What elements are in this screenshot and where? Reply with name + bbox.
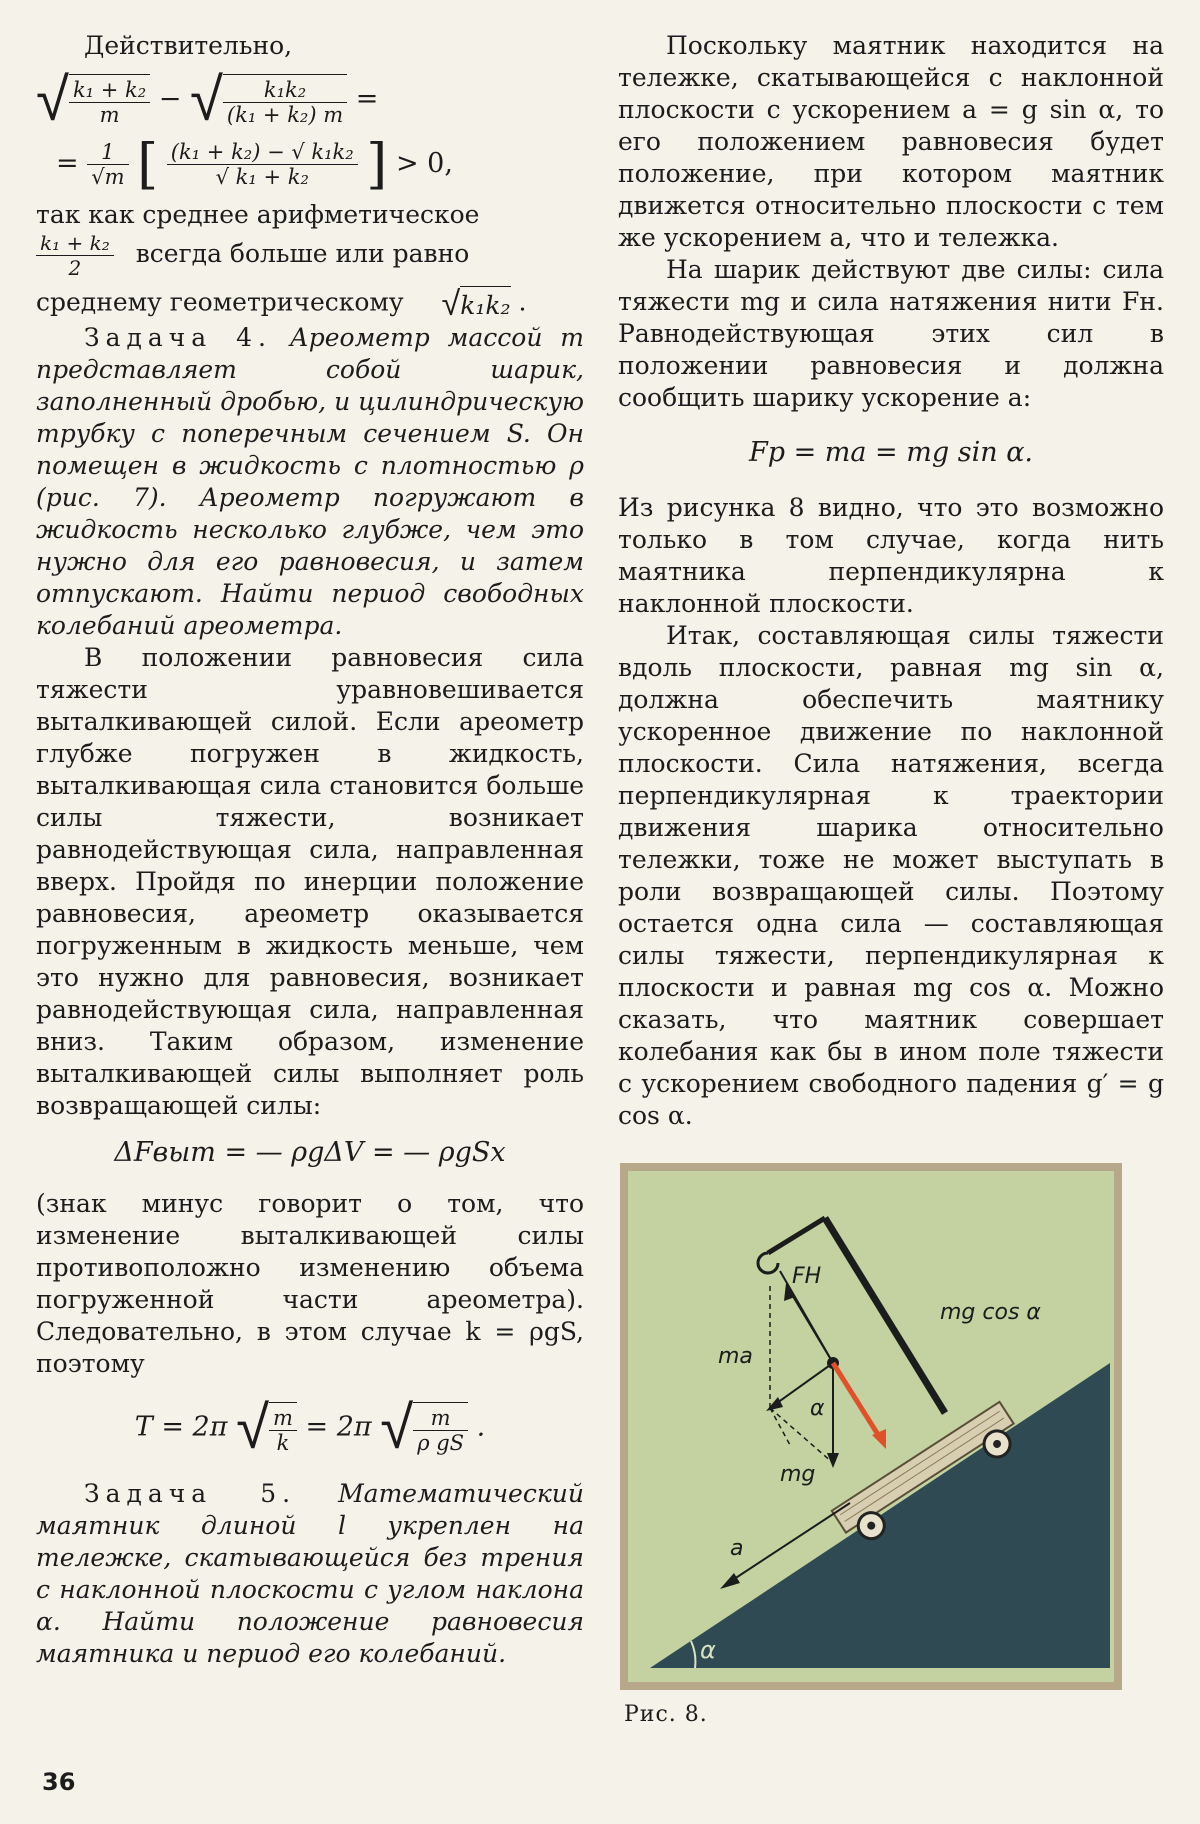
label-mgcos: mg cos α	[940, 1300, 1041, 1325]
formula-period: T = 2π √ $\frac{m}{k}$ = 2π √ $\frac{m}{\text{ρ gS}}$ .	[134, 1393, 486, 1463]
right-column	[618, 30, 1164, 1132]
formula-buoyancy: ΔFвыт = — ρgΔV = — ρgSx	[114, 1137, 506, 1168]
paragraph-figure-ref: Из рисунка 8 видно, что это возможно только в том случае, когда нить маятника перпендикулярна к наклонной плоскости.	[618, 493, 1164, 618]
figure-caption: Рис. 8.	[624, 1702, 708, 1727]
arith-mean-text-2: $\frac{\text{k₁ + k₂}}{2}$ всегда больше или равно	[36, 231, 584, 280]
label-alpha: α	[810, 1396, 825, 1421]
left-column	[36, 30, 584, 1670]
label-alpha-base: α	[700, 1636, 716, 1664]
label-ma: ma	[718, 1344, 753, 1369]
paragraph-sign: (знак минус говорит о том, что изменение выталкивающей силы противоположно изменению объема погруженной части ареометра). Следовательно, в этом случае k = ρgS, поэтому	[36, 1189, 584, 1378]
paragraph-forces: На шарик действуют две силы: сила тяжести mg и сила натяжения нити Fн. Равнодействующая этих сил в положении равновесия и должна сообщить шарику ускорение a:	[618, 255, 1164, 412]
label-mg: mg	[780, 1462, 816, 1487]
formula-difference: √ $\frac{\text{k₁ + k₂}}{m}$ − √ $\frac{\text{k₁k₂}}{\text{(k₁ + k₂) m}}$ =	[36, 65, 379, 135]
paragraph-conclusion: Итак, составляющая силы тяжести вдоль плоскости, равная mg sin α, должна обеспечить маятнику ускоренное движение по наклонной плоскости. Сила натяжения, всегда перпендикулярная к траектории движения шарика относительно тележки, тоже не может выступать в роли возвращающей силы. Поэтому остается одна сила — составляющая силы тяжести, перпендикулярная к плоскости и равная mg cos α. Можно сказать, что маятник совершает колебания как бы в ином поле тяжести с ускорением свободного падения g′ = g cos α.	[618, 621, 1164, 1130]
intro-text: Действительно,	[84, 31, 293, 60]
label-fn: FН	[792, 1264, 822, 1289]
task4: Задача 4. Ареометр массой m представляет собой шарик, заполненный дробью, и цилиндрическую трубку с поперечным сечением S. Он помещен в жидкость с плотностью ρ (рис. 7). Ареометр погружают в жидкость несколько глубже, чем это нужно для его равновесия, и затем отпускают. Найти период свободных колебаний ареометра.	[36, 323, 584, 640]
page-number: 36	[42, 1768, 76, 1796]
formula-resultant: Fр = ma = mg sin α.	[748, 437, 1034, 468]
figure-illustration	[620, 1163, 1122, 1690]
formula-result: = $\frac{1}{√m}$ [ $\frac{\text{(k₁ + k₂) − √ k₁k₂}}{\text{√ k₁ + k₂}}$ ] > 0,	[56, 132, 453, 196]
paragraph-pendulum: Поскольку маятник находится на тележке, скатывающейся с наклонной плоскости с ускорением a = g sin α, то его положением равновесия будет положение, при котором маятник движется относительно плоскости с тем же ускорением a, что и тележка.	[618, 31, 1164, 252]
label-a: a	[730, 1536, 744, 1561]
geo-mean-text: среднему геометрическому √k₁k₂ .	[36, 284, 527, 324]
paragraph-equilibrium: В положении равновесия сила тяжести уравновешивается выталкивающей силой. Если ареометр глубже погружен в жидкость, выталкивающая сила становится больше силы тяжести, возникает равнодействующая сила, направленная вверх. Пройдя по инерции положение равновесия, ареометр оказывается погруженным в жидкость меньше, чем это нужно для равновесия, возникает равнодействующая сила, направленная вниз. Таким образом, изменение выталкивающей силы выполняет роль возвращающей силы:	[36, 643, 584, 1120]
arith-mean-text: так как среднее арифметическое	[36, 200, 480, 229]
task5: Задача 5. Математический маятник длиной l укреплен на тележке, скатывающейся без трения с наклонной плоскости с углом наклона α. Найти положение равновесия маятника и период его колебаний.	[36, 1479, 584, 1668]
figure-8	[620, 1163, 1122, 1690]
